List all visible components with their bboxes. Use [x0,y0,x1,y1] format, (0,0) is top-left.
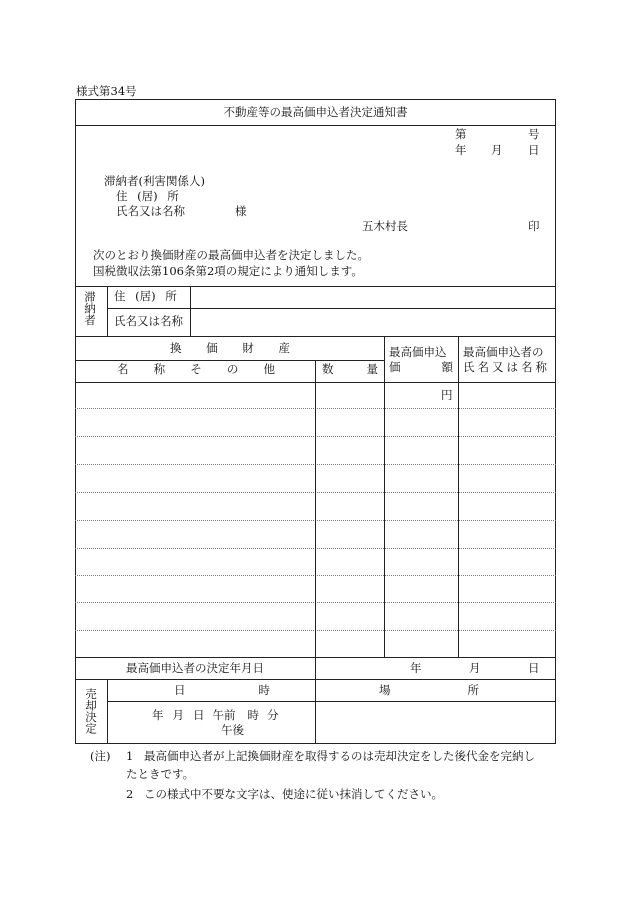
rule-delinquent-side [107,286,108,336]
rule-group-header [75,360,384,361]
note-2-line1: この様式中不要な文字は、使途に従い抹消してください。 [144,787,443,801]
doc-number-suffix: 号 [528,127,540,141]
honorific: 様 [235,204,247,218]
note-2-number: 2 [126,787,134,801]
decision-date-year: 年 [410,661,422,675]
decision-date-label: 最高価申込者の決定年月日 [126,661,264,675]
sale-datetime-line2: 午後 [221,723,244,737]
addressee-heading: 滞納者(利害関係人) [104,174,205,188]
rule-body-bottom [75,286,556,287]
sale-place-header: 場 所 [379,683,479,697]
col-header-bidder-line1: 最高価申込者の [463,345,544,359]
rule-sale-side [107,679,108,744]
doc-date-day: 日 [528,143,540,157]
doc-number-prefix: 第 [455,127,467,141]
rule-title-bottom [75,125,556,126]
rule-delinquent-mid [107,308,556,309]
sale-side-label: 売却決定 [84,688,98,734]
rule-bidder-left [458,336,459,657]
decision-date-day: 日 [528,661,540,675]
delinquent-name-label: 氏名又は名称 [114,314,183,328]
rule-delinquent-bottom [75,336,556,337]
decision-date-month: 月 [469,661,481,675]
note-1-line2: たときです。 [126,767,195,781]
doc-date-year: 年 [455,143,467,157]
note-1-line1: 最高価申込者が上記換価財産を取得するのは売却決定をした後代金を完納し [144,749,535,763]
rule-qty-left [315,360,316,679]
property-group-header: 換 価 財 産 [170,341,290,355]
form-title: 不動産等の最高価申込者決定通知書 [223,105,408,119]
rule-delinquent-label [190,286,191,336]
delinquent-address-label: 住 (居) 所 [114,289,177,303]
body-line-2: 国税徴収法第106条第2項の規定により通知します。 [93,264,363,278]
notes-label: (注) [90,749,111,763]
doc-date-month: 月 [491,143,503,157]
col-header-bidder-line2: 氏名又は名称 [463,360,550,374]
sale-datetime-line1: 年 月 日 午前 時 分 [152,708,279,722]
col-header-price-line1: 最高価申込 [389,345,447,359]
form-number: 様式第34号 [76,84,137,98]
note-1-number: 1 [126,749,134,763]
addressee-name-label: 氏名又は名称 [116,204,185,218]
sale-datetime-header: 日 時 [174,683,270,697]
col-header-qty: 数 量 [322,362,378,376]
yen-unit: 円 [441,388,453,402]
seal-mark: 印 [528,219,540,233]
issuer-name: 五木村長 [362,219,408,233]
delinquent-side-label: 滞納者 [83,291,97,326]
body-line-1: 次のとおり換価財産の最高価申込者を決定しました。 [93,248,369,262]
col-header-price-line2: 価 額 [389,360,453,374]
addressee-address-label: 住 (居) 所 [116,189,179,203]
rule-sale-place [315,679,316,744]
rule-sale-header [107,701,556,702]
col-header-name: 名 称 そ の 他 [117,362,275,376]
rule-price-left [384,336,385,657]
